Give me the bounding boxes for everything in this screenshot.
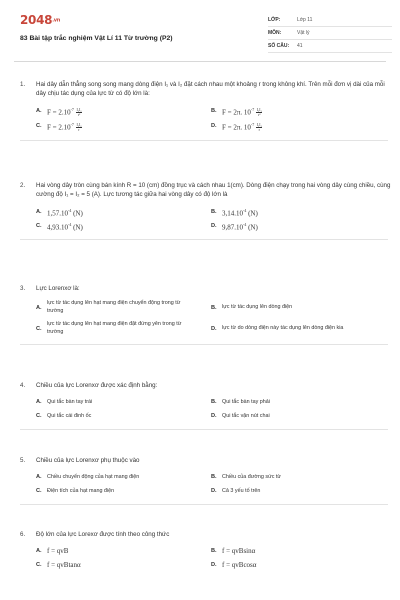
answer-option-a[interactable] (36, 300, 211, 315)
meta-value: 41 (297, 43, 303, 49)
formula-base: F = 2.10 (47, 123, 71, 132)
option-text: lực từ tác dụng lên dòng điện (222, 304, 293, 311)
option-label: A. (36, 548, 42, 555)
question-number: 1. (20, 81, 26, 88)
fraction-denominator: r (258, 128, 260, 133)
option-label: D. (211, 488, 217, 495)
meta-info (268, 14, 392, 53)
question-number: 6. (20, 531, 26, 538)
answer-option-c[interactable] (36, 411, 211, 421)
answer-options (36, 546, 392, 570)
option-label: A. (36, 108, 42, 115)
formula-exponent: -7 (70, 121, 74, 127)
answer-option-d[interactable] (211, 411, 386, 421)
formula-fraction (256, 123, 262, 132)
fraction-denominator: r² (77, 112, 81, 117)
question-number: 3. (20, 285, 26, 292)
fraction-numerator: I₁I₂ (256, 123, 262, 128)
option-label: B. (211, 208, 217, 215)
answer-options (36, 207, 392, 232)
option-text (222, 207, 258, 217)
answer-option-d[interactable] (211, 221, 386, 231)
meta-row (268, 14, 392, 27)
fraction-denominator: r² (258, 112, 261, 117)
answer-option-a[interactable] (36, 207, 211, 217)
answer-option-b[interactable] (211, 546, 386, 556)
option-label: C. (36, 562, 42, 569)
meta-value: Lớp 11 (297, 17, 313, 23)
site-logo[interactable] (20, 13, 60, 27)
question-6 (20, 530, 392, 570)
option-text: f = qvBcosα (222, 561, 257, 570)
option-label: B. (211, 474, 217, 481)
formula-base: 3,14.10 (222, 208, 243, 217)
option-text: Chiều chuyển động của hạt mang điện (47, 474, 140, 481)
option-label: B. (211, 548, 217, 555)
option-label: A. (36, 399, 42, 406)
option-label: C. (36, 325, 42, 332)
answer-option-b[interactable] (211, 106, 386, 117)
option-text: Qui tắc bàn tay trái (47, 399, 93, 406)
question-text: Độ lớn của lực Lorexơ được tính theo công thức (36, 531, 170, 538)
answer-option-d[interactable] (211, 486, 386, 496)
question-text: Hai vòng dây tròn cùng bán kính R = 10 (cm) đồng trục và cách nhau 1(cm). Dòng điện chạy trong hai vòng dây cùng chiều, cùng cường độ I₁ = I₂ = 5 (A). Lực tương tác giữa hai vòng dây có độ lớn là (36, 182, 391, 199)
question-head (20, 530, 392, 539)
question-4 (20, 381, 392, 430)
meta-row (268, 27, 392, 40)
question-head (20, 381, 392, 390)
formula-unit: (N) (246, 223, 258, 232)
question-text: Chiều của lực Lorenxơ phụ thuộc vào (36, 457, 140, 464)
question-head (20, 80, 392, 99)
answer-option-c[interactable] (36, 321, 211, 336)
option-label: D. (211, 413, 217, 420)
option-text: f = qvBsinα (222, 547, 256, 556)
option-text (222, 221, 258, 231)
option-label: B. (211, 399, 217, 406)
formula-base: 1,57.10 (47, 208, 68, 217)
formula-base: F = 2π. 10 (222, 123, 251, 132)
formula-base: 9,87.10 (222, 223, 243, 232)
option-text: lực từ do dòng điện này tác dụng lên dòng điện kia (222, 325, 344, 332)
answer-options (36, 106, 392, 132)
formula-exponent: -4 (68, 221, 72, 227)
question-divider (20, 429, 388, 430)
answer-option-b[interactable] (211, 300, 386, 315)
option-label: A. (36, 208, 42, 215)
answer-option-c[interactable] (36, 121, 211, 132)
answer-option-c[interactable] (36, 221, 211, 231)
question-5 (20, 456, 392, 505)
meta-row (268, 40, 392, 53)
meta-value: Vật lý (297, 30, 310, 36)
formula-exponent: -4 (68, 207, 72, 213)
fraction-denominator: r (78, 128, 80, 133)
fraction-numerator: I₁I₂ (76, 107, 82, 112)
answer-option-d[interactable] (211, 121, 386, 132)
option-label: C. (36, 223, 42, 230)
option-text: f = qvB (47, 547, 69, 556)
fraction-numerator: I₁I₂ (76, 123, 82, 128)
answer-options (36, 472, 392, 496)
answer-option-a[interactable] (36, 472, 211, 482)
answer-option-a[interactable] (36, 106, 211, 117)
option-label: D. (211, 562, 217, 569)
option-label: B. (211, 304, 217, 311)
option-label: C. (36, 488, 42, 495)
formula-exponent: -7 (250, 106, 255, 112)
question-head (20, 456, 392, 465)
answer-options (36, 300, 392, 336)
answer-option-c[interactable] (36, 560, 211, 570)
answer-option-b[interactable] (211, 207, 386, 217)
meta-key: SỐ CÂU: (268, 43, 290, 49)
option-label: B. (211, 108, 217, 115)
formula-exponent: -4 (243, 221, 247, 227)
question-divider (20, 344, 388, 345)
option-text: Cả 3 yếu tố trên (222, 488, 261, 495)
formula-exponent: -7 (250, 121, 255, 127)
option-text (47, 221, 83, 231)
meta-key: MÔN: (268, 30, 282, 36)
formula-fraction (76, 123, 82, 132)
option-text: lực từ tác dụng lên hạt mang điện chuyển động trong từ trường (47, 300, 181, 314)
formula-base: 4,93.10 (47, 223, 68, 232)
formula-exponent: -7 (70, 106, 74, 112)
question-2 (20, 181, 392, 240)
formula-fraction (256, 108, 262, 117)
answer-option-b[interactable] (211, 397, 386, 407)
answer-option-a[interactable] (36, 546, 211, 556)
answer-option-b[interactable] (211, 472, 386, 482)
question-divider (20, 504, 388, 505)
option-text (222, 106, 262, 117)
answer-option-c[interactable] (36, 486, 211, 496)
formula-unit: (N) (246, 208, 258, 217)
worksheet-header (14, 0, 386, 62)
option-label: C. (36, 413, 42, 420)
option-label: C. (36, 123, 42, 130)
formula-exponent: -4 (243, 207, 247, 213)
option-text: Chiều của đường sức từ (222, 474, 282, 481)
option-label: A. (36, 304, 42, 311)
answer-option-d[interactable] (211, 321, 386, 336)
question-divider (20, 140, 388, 141)
option-text: Điện tích của hạt mang điện (47, 488, 115, 495)
option-text (47, 106, 82, 117)
question-number: 4. (20, 382, 26, 389)
option-text: lực từ tác dụng lên hạt mang điện đặt đứng yên trong từ trường (47, 321, 182, 335)
page-title: 83 Bài tập trắc nghiệm Vật Lí 11 Từ trường (P2) (20, 35, 173, 42)
question-text: Lực Lorenxơ là: (36, 285, 80, 292)
option-label: D. (211, 123, 217, 130)
answer-option-a[interactable] (36, 397, 211, 407)
formula-unit: (N) (71, 223, 83, 232)
option-text: Qui tắc vặn nút chai (222, 413, 270, 420)
option-text (47, 207, 83, 217)
question-text: Chiều của lực Lorenxơ được xác định bằng: (36, 382, 158, 389)
meta-key: LỚP: (268, 17, 281, 23)
option-label: D. (211, 325, 217, 332)
formula-fraction (76, 108, 82, 117)
question-number: 5. (20, 457, 26, 464)
option-text: f = qvBtanα (47, 561, 81, 570)
question-number: 2. (20, 182, 26, 189)
option-text: Qui tắc cái đinh ốc (47, 413, 92, 420)
question-1 (20, 80, 392, 141)
logo-suffix: .vn (52, 17, 61, 24)
formula-unit: (N) (71, 208, 83, 217)
option-text (222, 121, 262, 132)
option-label: D. (211, 223, 217, 230)
question-head (20, 284, 392, 293)
option-label: A. (36, 474, 42, 481)
fraction-numerator: I₁I₂ (256, 107, 262, 112)
formula-base: F = 2π. 10 (222, 107, 251, 116)
formula-base: F = 2.10 (47, 107, 71, 116)
logo-text: 2048 (20, 13, 53, 27)
answer-option-d[interactable] (211, 560, 386, 570)
answer-options (36, 397, 392, 421)
option-text: Qui tắc bàn tay phải (222, 399, 270, 406)
option-text (47, 121, 82, 132)
question-divider (20, 239, 388, 240)
question-3 (20, 284, 392, 345)
question-head (20, 181, 392, 200)
question-text: Hai dây dẫn thẳng song song mang dòng điện I₁ và I₂ đặt cách nhau một khoảng r trong không khí. Trên mỗi đơn vị dài của mỗi dây chịu tác dụng của lực từ có độ lớn là: (36, 81, 385, 98)
